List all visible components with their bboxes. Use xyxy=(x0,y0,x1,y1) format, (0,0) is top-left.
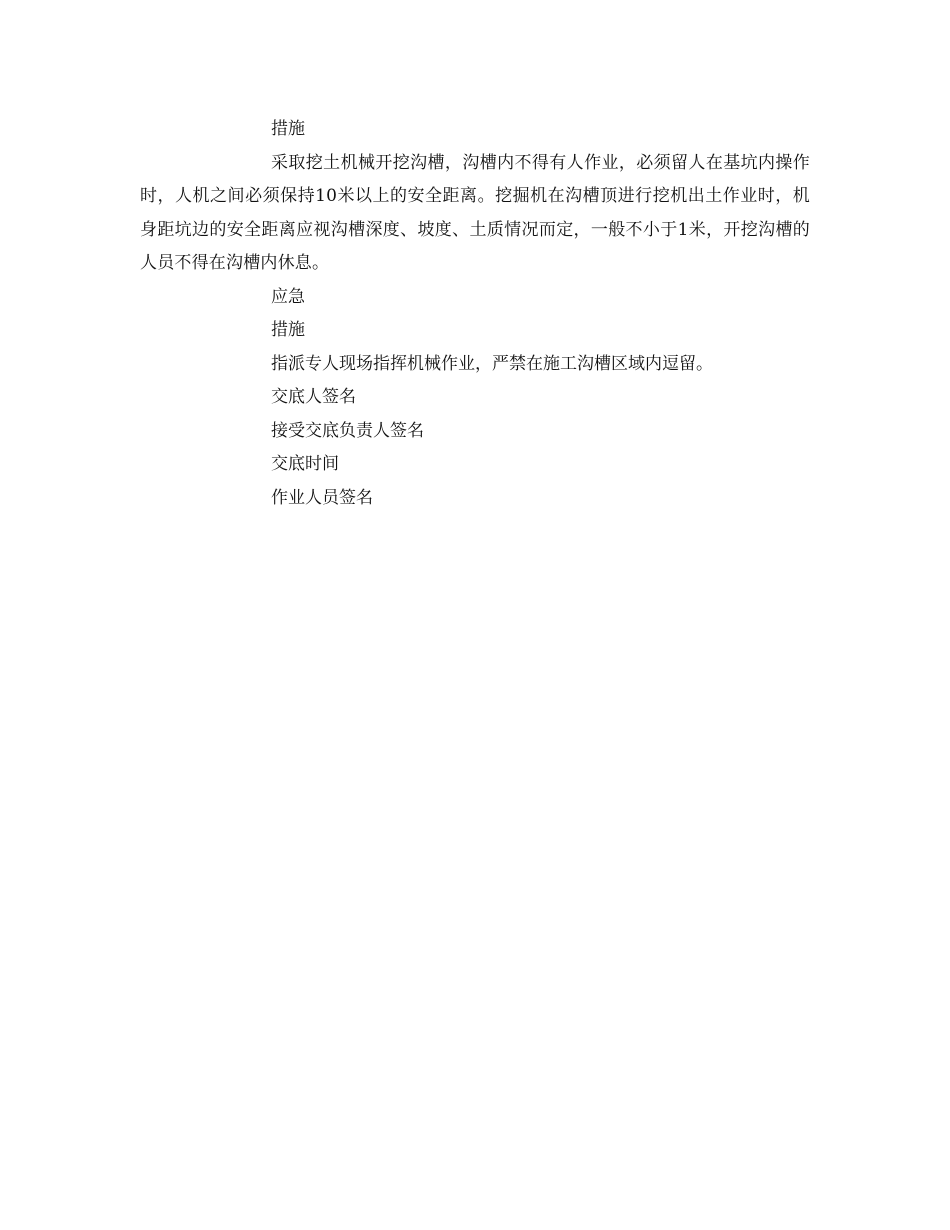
measures-label: 措施 xyxy=(271,119,305,139)
measures-paragraph: 采取挖土机械开挖沟槽，沟槽内不得有人作业，必须留人在基坑内操作时，人机之间必须保持10米以上的安全距离。挖掘机在沟槽顶进行挖机出土作业时，机身距坑边的安全距离应视沟槽深度、坡度、土质情况而定，一般不小于1米，开挖沟槽的人员不得在沟槽内休息。 xyxy=(140,152,810,273)
measures-label-secondary: 措施 xyxy=(271,320,305,340)
briefing-time-label: 交底时间 xyxy=(271,454,339,474)
emergency-measures-text: 指派专人现场指挥机械作业，严禁在施工沟槽区域内逗留。 xyxy=(271,353,713,374)
document-body xyxy=(140,113,810,515)
receiver-signature-label: 接受交底负责人签名 xyxy=(271,420,424,441)
workers-signature-label: 作业人员签名 xyxy=(271,487,373,508)
emergency-label: 应急 xyxy=(271,286,305,307)
briefer-signature-label: 交底人签名 xyxy=(271,387,356,407)
